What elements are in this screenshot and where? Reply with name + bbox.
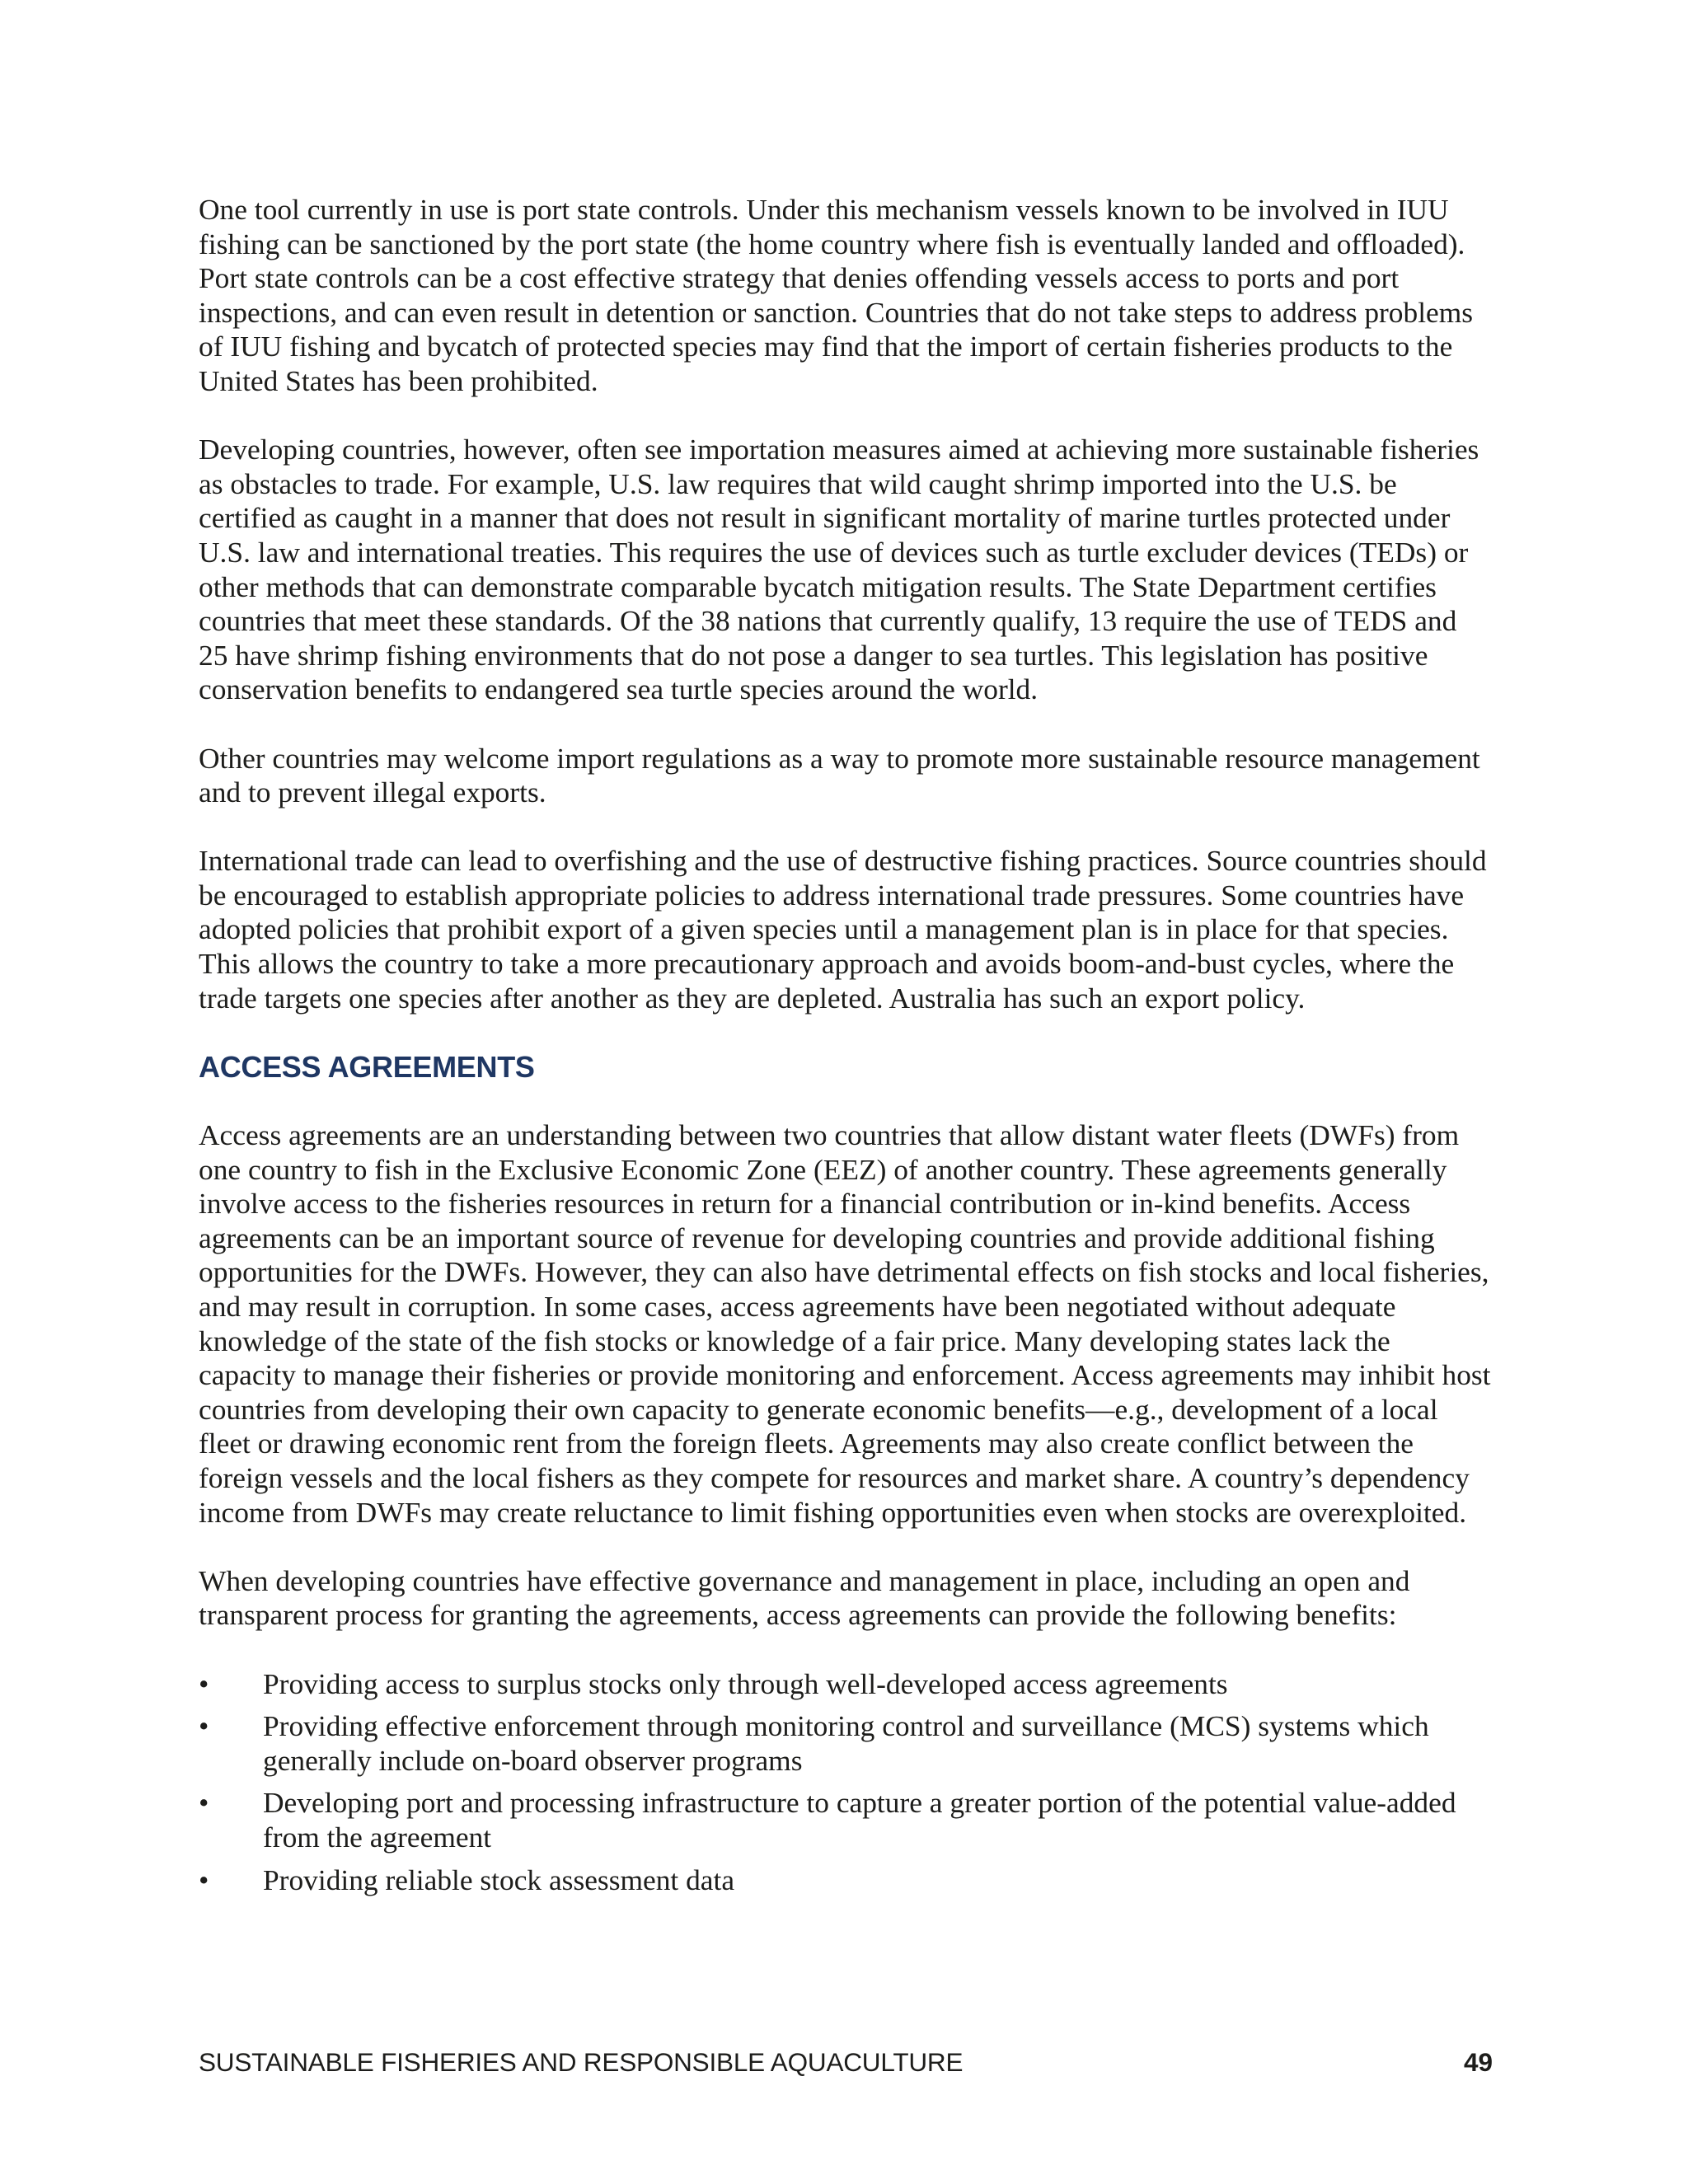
page-footer (199, 2044, 1493, 2080)
page-body (199, 193, 1493, 1905)
benefits-list (199, 1667, 1493, 1898)
list-item (199, 1709, 1493, 1778)
paragraph-benefits-intro: When developing countries have effective governance and management in place, including an open and transparent process for granting the agreements, access agreements can provide the following benefits: (199, 1563, 1410, 1632)
bullet-icon: • (199, 1786, 209, 1820)
paragraph-access-agreements: Access agreements are an understanding between two countries that allow distant water fleets (DWFs) from one country to fish in the Exclusive Economic Zone (EEZ) of another country. These agreements generally involve access to the fisheries resources in return for a financial contribution or in-kind benefits. Access agreements can be an important source of revenue for developing countries and provide additional fishing opportunities for the DWFs. However, they can also have detrimental effects on fish stocks and local fisheries, and may result in corruption. In some cases, access agreements have been negotiated without adequate knowledge of the state of the fish stocks or knowledge of a fair price. Many developing states lack the capacity to manage their fisheries or provide monitoring and enforcement. Access agreements may inhibit host countries from developing their own capacity to generate economic benefits—e.g., development of a local fleet or drawing economic rent from the foreign fleets. Agreements may also create conflict between the foreign vessels and the local fishers as they compete for resources and market share. A country’s dependency income from DWFs may create reluctance to limit fishing opportunities even when stocks are overexploited. (199, 1118, 1491, 1529)
paragraph-developing-countries: Developing countries, however, often see importation measures aimed at achieving more sustainable fisheries as obstacles to trade. For example, U.S. law requires that wild caught shrimp imported into the U.S. be certified as caught in a manner that does not result in significant mortality of marine turtles protected under U.S. law and international treaties. This requires the use of devices such as turtle excluder devices (TEDs) or other methods that can demonstrate comparable bycatch mitigation results. The State Department certifies countries that meet these standards. Of the 38 nations that currently qualify, 13 require the use of TEDS and 25 have shrimp fishing environments that do not pose a danger to sea turtles. This legislation has positive conservation benefits to endangered sea turtle species around the world. (199, 433, 1479, 706)
section-heading-access-agreements: ACCESS AGREEMENTS (199, 1049, 535, 1084)
list-item (199, 1786, 1493, 1854)
bullet-icon: • (199, 1709, 209, 1743)
paragraph-port-state-controls: One tool currently in use is port state controls. Under this mechanism vessels known to be involved in IUU fishing can be sanctioned by the port state (the home country where fish is eventually landed and offloaded). Port state controls can be a cost effective strategy that denies offending vessels access to ports and port inspections, and can even result in detention or sanction. Countries that do not take steps to address problems of IUU fishing and bycatch of protected species may find that the import of certain fisheries products to the United States has been prohibited. (199, 193, 1474, 397)
list-item-text: Providing effective enforcement through monitoring control and surveillance (MCS) systems which generally include on-board observer programs (263, 1709, 1429, 1777)
paragraph-import-regulations: Other countries may welcome import regulations as a way to promote more sustainable resource management and to prevent illegal exports. (199, 741, 1480, 809)
bullet-icon: • (199, 1863, 209, 1896)
list-item-text: Developing port and processing infrastructure to capture a greater portion of the potential value-added from the agreement (263, 1786, 1456, 1854)
paragraph-international-trade: International trade can lead to overfishing and the use of destructive fishing practices. Source countries should be encouraged to establish appropriate policies to address international trade pressures. Some countries have adopted policies that prohibit export of a given species until a management plan is in place for that species. This allows the country to take a more precautionary approach and avoids boom-and-bust cycles, where the trade targets one species after another as they are depleted. Australia has such an export policy. (199, 844, 1487, 1015)
list-item-text: Providing access to surplus stocks only through well-developed access agreements (263, 1666, 1228, 1700)
page-number: 49 (1463, 2047, 1493, 2077)
list-item (199, 1863, 1493, 1898)
footer-title: SUSTAINABLE FISHERIES AND RESPONSIBLE AQUACULTURE (199, 2047, 964, 2077)
list-item (199, 1667, 1493, 1702)
list-item-text: Providing reliable stock assessment data (263, 1863, 735, 1896)
bullet-icon: • (199, 1666, 209, 1700)
